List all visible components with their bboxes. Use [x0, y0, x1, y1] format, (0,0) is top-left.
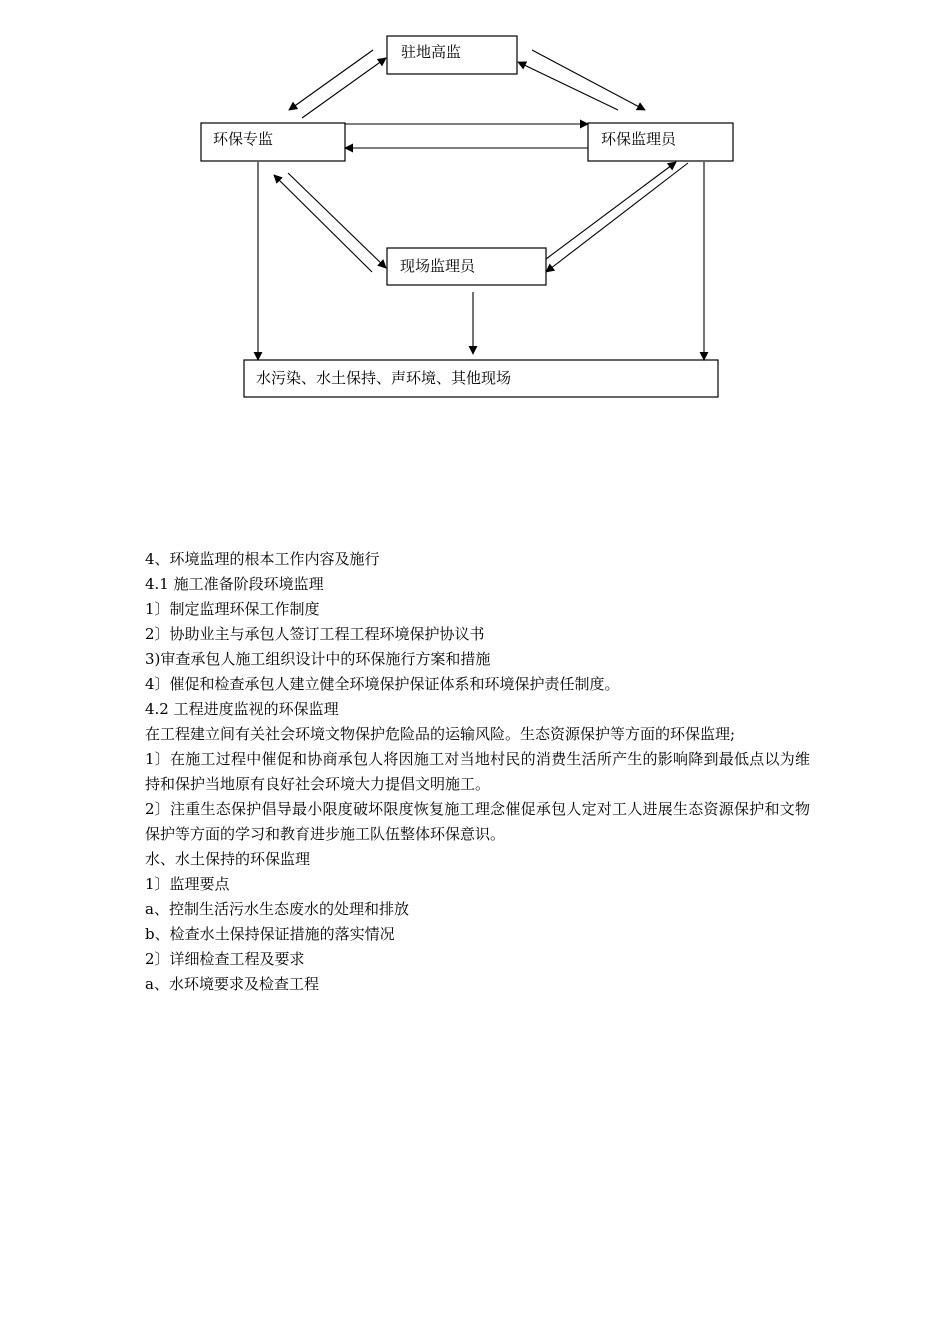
- arrow-resident-to-specialist: [289, 50, 373, 110]
- node-label-env-supervisor: 环保监理员: [601, 130, 677, 148]
- list-item: a、控制生活污水生态废水的处理和排放: [145, 900, 409, 918]
- list-item: 4〕催促和检查承包人建立健全环境保护保证体系和环境保护责任制度。: [145, 675, 620, 693]
- list-item: 1〕在施工过程中催促和协商承包人将因施工对当地村民的消费生活所产生的影响降到最低点以为维持和保护当地原有良好社会环境大力提倡文明施工。: [145, 750, 810, 793]
- list-item: 1〕制定监理环保工作制度: [145, 600, 320, 618]
- node-label-site-supervisor: 现场监理员: [400, 257, 476, 275]
- list-item: b、检查水土保持保证措施的落实情况: [145, 925, 395, 943]
- supervision-flow-diagram: [0, 0, 950, 420]
- node-label-site-targets: 水污染、水土保持、声环境、其他现场: [256, 369, 512, 387]
- list-item: 3)审查承包人施工组织设计中的环保施行方案和措施: [145, 650, 491, 668]
- arrow-envsupervisor-to-site: [546, 163, 688, 272]
- section-heading: 4、环境监理的根本工作内容及施行: [145, 550, 380, 568]
- subsection-heading: 4.1 施工准备阶段环境监理: [145, 575, 324, 593]
- node-label-env-specialist: 环保专监: [213, 130, 274, 148]
- list-item: a、水环境要求及检查工程: [145, 975, 319, 993]
- list-item: 2〕注重生态保护倡导最小限度破坏限度恢复施工理念催促承包人定对工人进展生态资源保护和文物保护等方面的学习和教育进步施工队伍整体环保意识。: [145, 800, 810, 843]
- arrow-specialist-to-resident: [302, 58, 386, 118]
- subsection-heading: 水、水土保持的环保监理: [145, 850, 311, 868]
- arrow-resident-to-envsupervisor: [532, 50, 645, 110]
- list-item: 2〕协助业主与承包人签订工程工程环境保护协议书: [145, 625, 485, 643]
- arrow-specialist-to-site: [288, 173, 386, 268]
- paragraph: 在工程建立间有关社会环境文物保护危险品的运输风险。生态资源保护等方面的环保监理;: [145, 725, 736, 743]
- node-label-resident-supervisor: 驻地高监: [401, 43, 462, 61]
- arrow-site-to-specialist: [274, 175, 372, 272]
- arrow-site-to-envsupervisor: [546, 162, 676, 259]
- subsection-heading: 4.2 工程进度监视的环保监理: [145, 700, 339, 718]
- list-item: 2〕详细检查工程及要求: [145, 950, 305, 968]
- list-item: 1〕监理要点: [145, 875, 230, 893]
- document-body: [145, 547, 810, 997]
